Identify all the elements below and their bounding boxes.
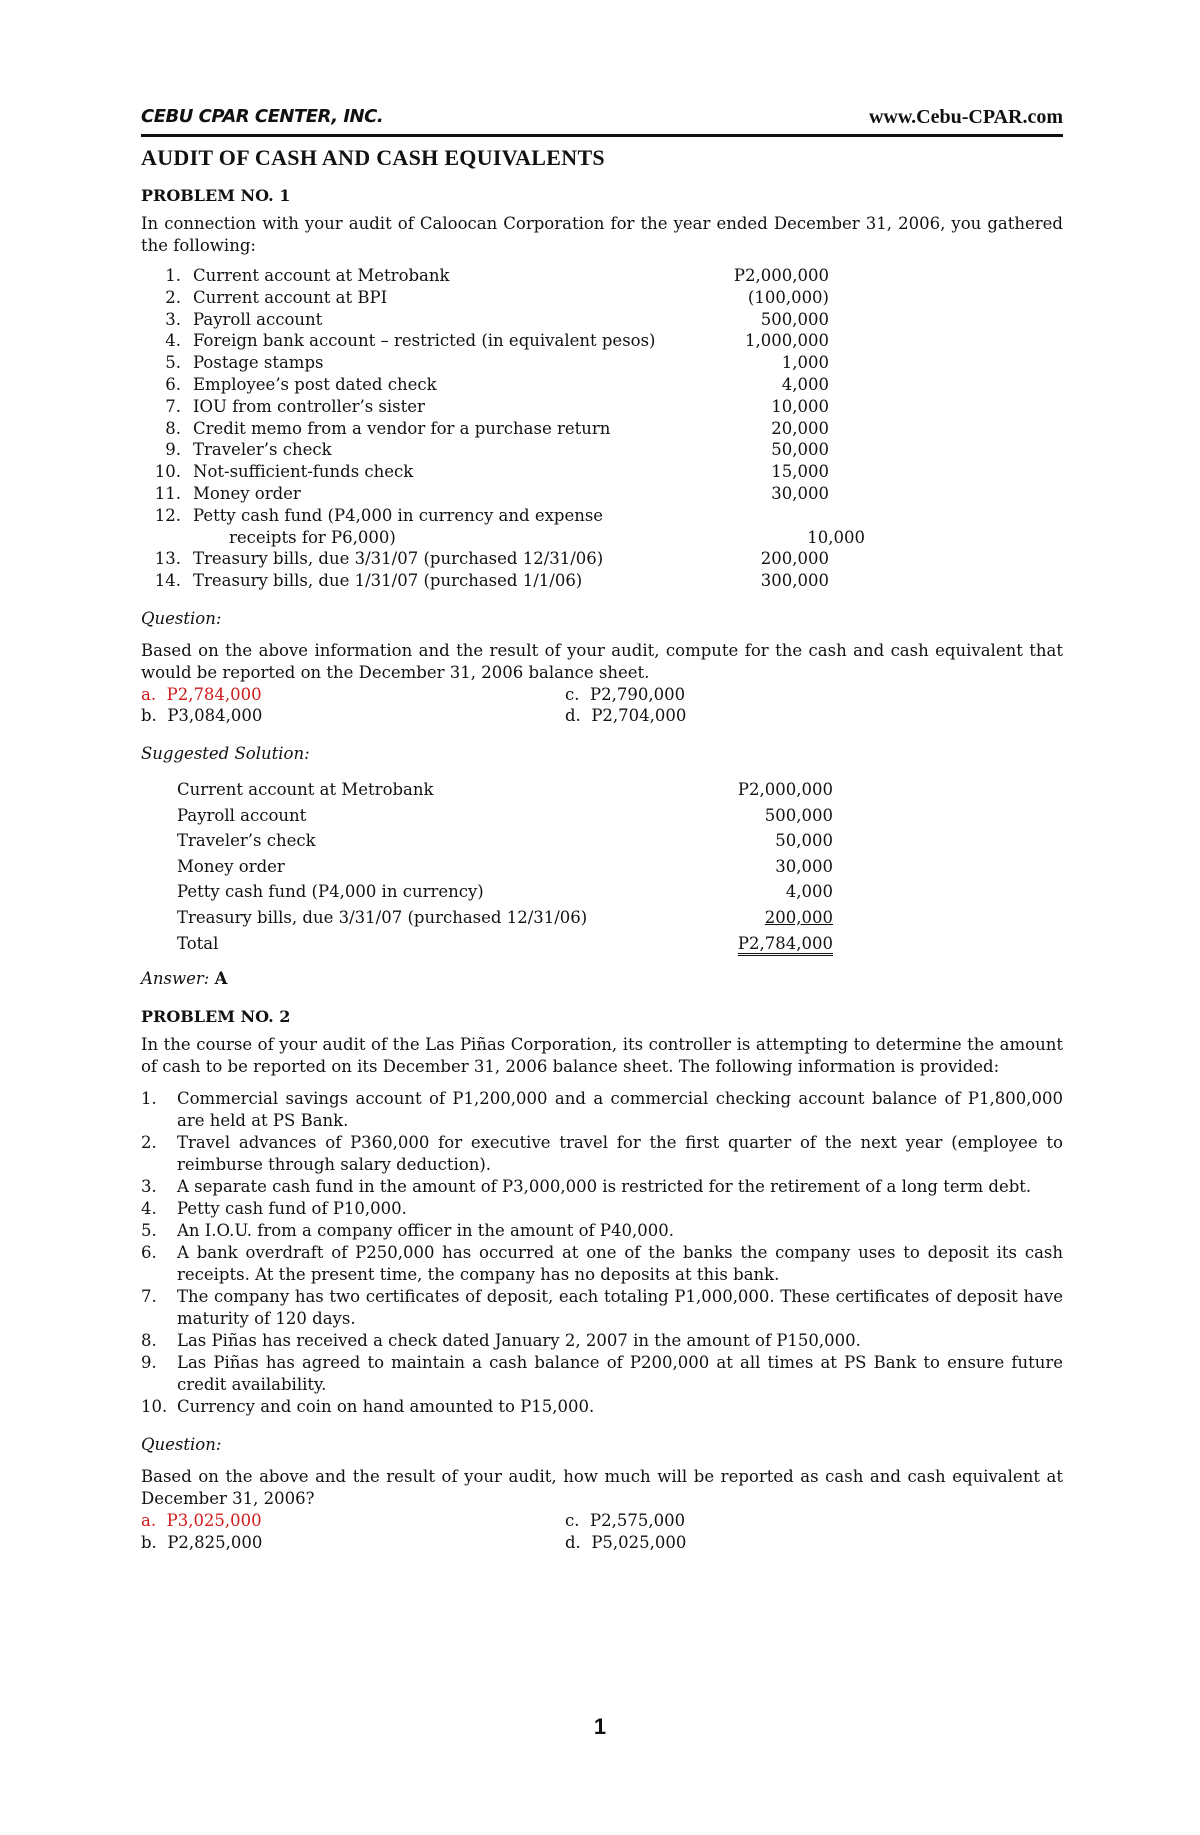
solution-description: Petty cash fund (P4,000 in currency) (177, 882, 484, 902)
list-item (141, 1396, 1063, 1418)
item-amount: 30,000 (771, 483, 829, 503)
solution-description: Money order (177, 856, 285, 876)
item-number: 2. (165, 287, 181, 307)
item-text: Currency and coin on hand amounted to P15,000. (177, 1397, 595, 1417)
choice-label: b. (141, 1532, 157, 1552)
item-number: 13. (154, 549, 181, 569)
company-name: CEBU CPAR CENTER, INC. (141, 106, 384, 127)
problem-1-question-label: Question: (141, 608, 222, 628)
answer-choice[interactable] (565, 705, 865, 727)
table-row (177, 907, 833, 933)
suggested-solution-label: Suggested Solution: (141, 743, 310, 763)
list-item (141, 1330, 1063, 1352)
solution-description: Payroll account (177, 805, 307, 825)
item-amount: P2,000,000 (733, 266, 829, 285)
choice-label: c. (565, 684, 580, 704)
solution-amount (713, 907, 833, 933)
list-item (141, 527, 1063, 549)
choice-value: P2,784,000 (166, 684, 262, 704)
choice-value: P2,575,000 (590, 1511, 686, 1531)
table-row (177, 830, 833, 856)
table-row (177, 779, 833, 805)
item-amount: (100,000) (747, 287, 829, 307)
item-number: 6. (141, 1243, 157, 1263)
page-header (141, 96, 1063, 128)
item-description: Treasury bills, due 3/31/07 (purchased 12/31/06) (193, 549, 604, 569)
item-number: 14. (154, 571, 181, 591)
list-item (141, 548, 1063, 570)
answer-choice[interactable] (565, 1510, 865, 1532)
item-number: 9. (165, 440, 181, 460)
item-amount: 1,000 (781, 353, 829, 373)
problem-2-choices (141, 1510, 1063, 1553)
total-amount: P2,784,000 (738, 934, 833, 956)
item-description: Petty cash fund (P4,000 in currency and expense (193, 505, 604, 525)
item-number: 5. (165, 353, 181, 373)
list-item (141, 1088, 1063, 1132)
list-item (141, 374, 1063, 396)
solution-description: Traveler’s check (177, 831, 316, 851)
list-item (141, 1198, 1063, 1220)
total-amount-cell (713, 933, 833, 959)
item-description: Foreign bank account – restricted (in equivalent pesos) (193, 331, 656, 351)
item-amount: 1,000,000 (745, 331, 829, 351)
list-item (141, 418, 1063, 440)
table-row (177, 805, 833, 831)
answer-choice[interactable] (141, 1532, 565, 1554)
list-item (141, 483, 1063, 505)
choice-value: P3,084,000 (167, 706, 263, 726)
list-item (141, 439, 1063, 461)
item-text: Las Piñas has agreed to maintain a cash balance of P200,000 at all times at PS Bank to ensure future credit availability. (177, 1353, 1063, 1395)
solution-description: Current account at Metrobank (177, 779, 434, 799)
table-row-total (177, 933, 833, 959)
item-amount (701, 505, 829, 527)
answer-label: Answer: (141, 969, 210, 989)
item-number: 10. (154, 462, 181, 482)
choice-label: d. (565, 706, 581, 726)
answer-line (141, 968, 1063, 990)
choice-value: P3,025,000 (166, 1511, 262, 1531)
answer-choice[interactable] (565, 684, 865, 706)
item-amount: 50,000 (771, 440, 829, 460)
list-item (141, 1132, 1063, 1176)
item-description: receipts for P6,000) (229, 527, 396, 547)
item-amount: 300,000 (760, 571, 829, 591)
list-item (141, 352, 1063, 374)
header-rule (141, 134, 1063, 137)
item-number: 4. (165, 331, 181, 351)
choice-label: a. (141, 1511, 157, 1531)
answer-choice[interactable] (141, 684, 565, 706)
list-item (141, 1176, 1063, 1198)
total-label: Total (177, 933, 219, 953)
item-number: 3. (141, 1177, 157, 1197)
item-number: 10. (141, 1397, 168, 1417)
item-text: Petty cash fund of P10,000. (177, 1199, 407, 1219)
item-number: 1. (165, 266, 181, 285)
choice-label: b. (141, 706, 157, 726)
solution-amount: P2,000,000 (737, 779, 833, 799)
problem-2-question-label: Question: (141, 1435, 222, 1455)
list-item (141, 265, 1063, 287)
problem-1-choices (141, 684, 1063, 727)
solution-amount: 50,000 (775, 831, 833, 851)
item-number: 4. (141, 1199, 157, 1219)
item-description: IOU from controller’s sister (193, 396, 425, 416)
list-item (141, 1286, 1063, 1330)
problem-1-heading: PROBLEM NO. 1 (141, 186, 291, 205)
item-description: Not-sufficient-funds check (193, 462, 414, 482)
choice-label: c. (565, 1511, 580, 1531)
choice-value: P2,704,000 (591, 706, 687, 726)
problem-1-question: Based on the above information and the result of your audit, compute for the cash and cash equivalent that would be reported on the December 31, 2006 balance sheet. (141, 640, 1063, 682)
item-amount: 15,000 (771, 462, 829, 482)
list-item (141, 1352, 1063, 1396)
item-number: 9. (141, 1353, 157, 1373)
list-item (141, 1220, 1063, 1242)
item-number: 2. (141, 1133, 157, 1153)
item-description: Employee’s post dated check (193, 374, 437, 394)
item-text: Las Piñas has received a check dated January 2, 2007 in the amount of P150,000. (177, 1331, 861, 1351)
answer-choice[interactable] (141, 705, 565, 727)
list-item (141, 505, 1063, 527)
solution-table (177, 779, 833, 958)
item-description: Credit memo from a vendor for a purchase return (193, 418, 611, 438)
item-text: The company has two certificates of deposit, each totaling P1,000,000. These certificates of deposit have maturity of 120 days. (177, 1287, 1063, 1329)
problem-2-intro: In the course of your audit of the Las Piñas Corporation, its controller is attempting to determine the amount of cash to be reported on its December 31, 2006 balance sheet. The following information is provided: (141, 1035, 1063, 1077)
choice-label: a. (141, 684, 157, 704)
solution-amount: 4,000 (785, 882, 833, 902)
item-text: A bank overdraft of P250,000 has occurred at one of the banks the company uses to deposit its cash receipts. At the present time, the company has no deposits at this bank. (177, 1243, 1063, 1285)
list-item (141, 1242, 1063, 1286)
table-row (177, 881, 833, 907)
item-number: 12. (154, 505, 181, 525)
solution-amount-underlined: 200,000 (764, 907, 833, 927)
item-number: 7. (165, 396, 181, 416)
item-number: 3. (165, 309, 181, 329)
problem-1-intro: In connection with your audit of Caloocan Corporation for the year ended December 31, 2006, you gathered the following: (141, 214, 1063, 255)
answer-choice[interactable] (565, 1532, 865, 1554)
item-description: Treasury bills, due 1/31/07 (purchased 1/1/06) (193, 571, 583, 591)
item-text: A separate cash fund in the amount of P3,000,000 is restricted for the retirement of a long term debt. (177, 1177, 1032, 1197)
item-amount: 10,000 (807, 527, 865, 547)
item-text: Travel advances of P360,000 for executive travel for the first quarter of the next year (employee to reimburse through salary deduction). (177, 1133, 1063, 1175)
solution-amount: 30,000 (775, 856, 833, 876)
item-number: 8. (165, 418, 181, 438)
list-item (141, 396, 1063, 418)
item-description: Current account at Metrobank (193, 266, 450, 285)
list-item (141, 570, 1063, 592)
answer-value: A (214, 969, 228, 989)
website-url[interactable]: www.Cebu-CPAR.com (868, 106, 1063, 128)
item-number (141, 527, 193, 549)
item-amount: 20,000 (771, 418, 829, 438)
list-item (141, 309, 1063, 331)
page-title: AUDIT OF CASH AND CASH EQUIVALENTS (141, 145, 605, 170)
item-text: Commercial savings account of P1,200,000 and a commercial checking account balance of P1,800,000 are held at PS Bank. (177, 1089, 1063, 1131)
item-amount: 4,000 (781, 374, 829, 394)
solution-amount: 500,000 (764, 805, 833, 825)
item-text: An I.O.U. from a company officer in the amount of P40,000. (177, 1221, 674, 1241)
item-amount: 10,000 (771, 396, 829, 416)
choice-value: P5,025,000 (591, 1532, 687, 1552)
item-description: Current account at BPI (193, 287, 388, 307)
solution-description: Treasury bills, due 3/31/07 (purchased 12/31/06) (177, 907, 588, 927)
item-number: 1. (141, 1089, 157, 1109)
document-page (141, 96, 1063, 1553)
item-description: Traveler’s check (193, 440, 332, 460)
list-item (141, 461, 1063, 483)
item-description: Money order (193, 483, 301, 503)
problem-2-question: Based on the above and the result of your audit, how much will be reported as cash and cash equivalent at December 31, 2006? (141, 1467, 1063, 1509)
item-amount: 200,000 (760, 549, 829, 569)
list-item (141, 287, 1063, 309)
answer-choice[interactable] (141, 1510, 565, 1532)
choice-label: d. (565, 1532, 581, 1552)
choice-value: P2,790,000 (590, 684, 686, 704)
item-number: 8. (141, 1331, 157, 1351)
problem-1-item-list (141, 265, 1063, 592)
page-number: 1 (593, 1714, 607, 1739)
item-description: Postage stamps (193, 353, 324, 373)
list-item (141, 330, 1063, 352)
item-amount: 500,000 (760, 309, 829, 329)
item-number: 6. (165, 374, 181, 394)
item-number: 5. (141, 1221, 157, 1241)
item-description: Payroll account (193, 309, 323, 329)
problem-2-heading: PROBLEM NO. 2 (141, 1007, 291, 1027)
item-number: 7. (141, 1287, 157, 1307)
choice-value: P2,825,000 (167, 1532, 263, 1552)
item-number: 11. (154, 483, 181, 503)
problem-2-item-list (141, 1088, 1063, 1418)
table-row (177, 856, 833, 882)
